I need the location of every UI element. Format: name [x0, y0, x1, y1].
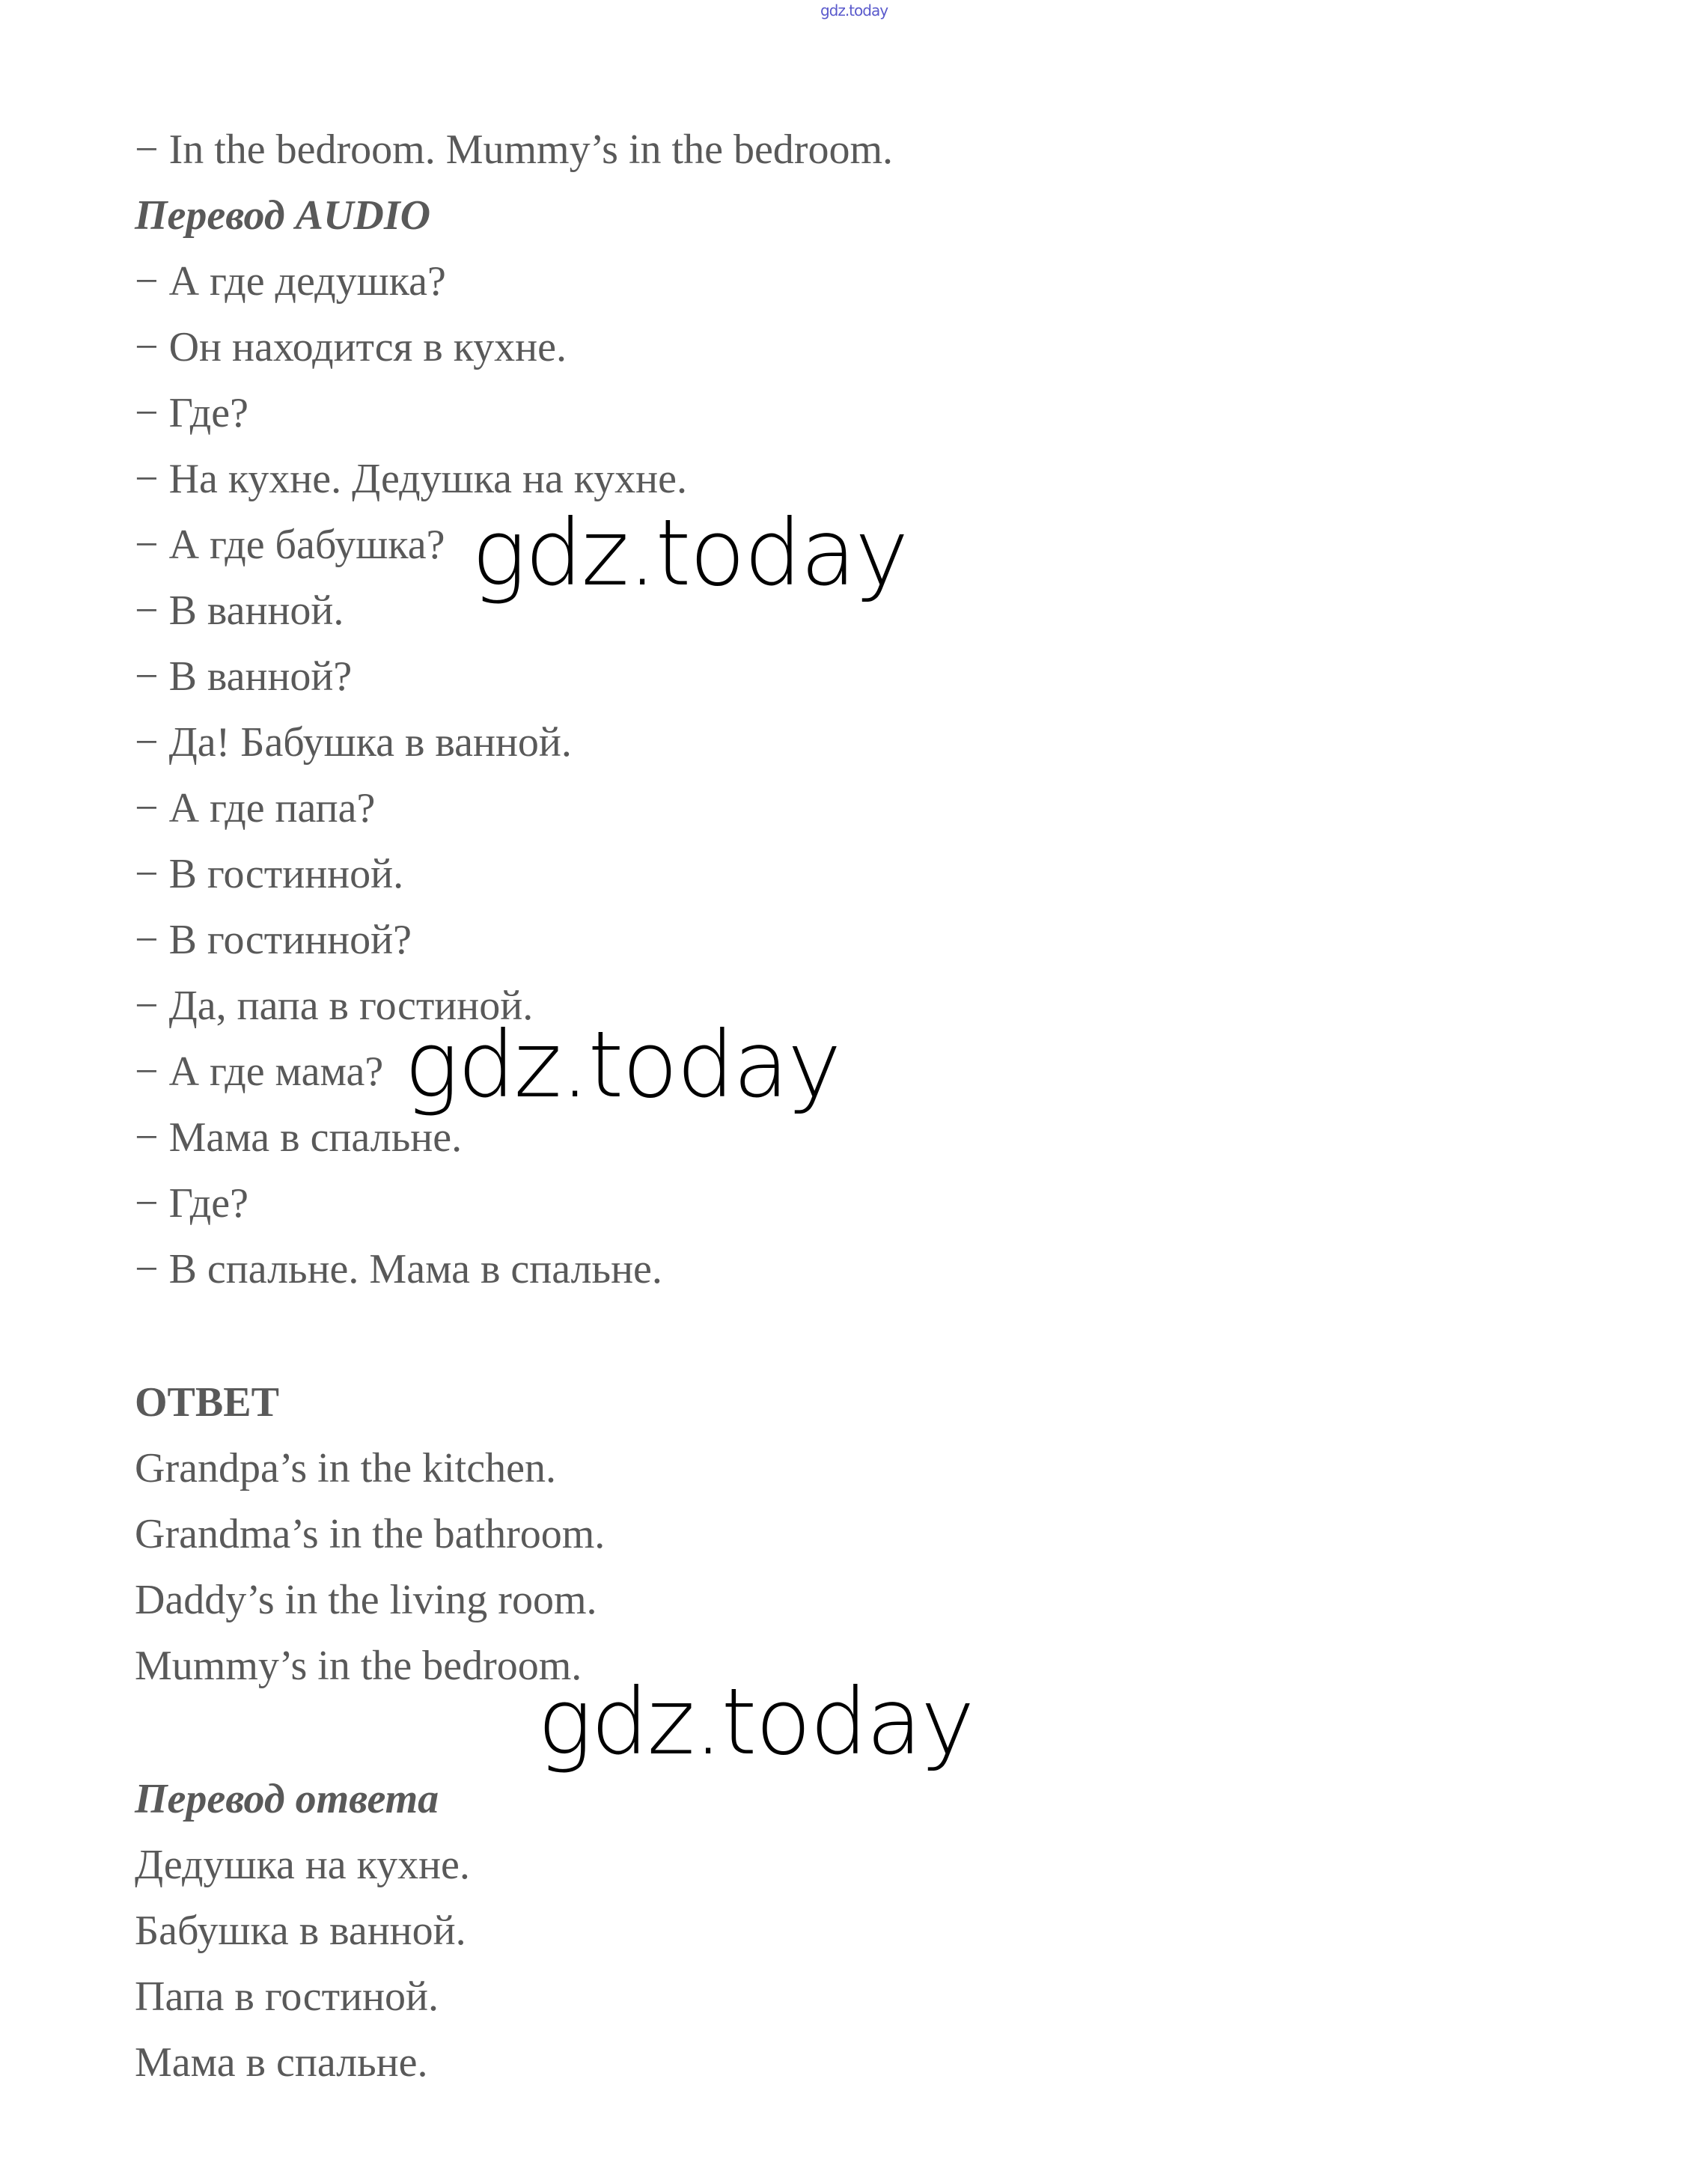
answer-line: Grandpa’s in the kitchen.	[135, 1445, 556, 1491]
translation-line: − А где мама?	[135, 1048, 384, 1095]
translation-line: − Мама в спальне.	[135, 1114, 463, 1161]
watermark-logo: gdz.today	[472, 500, 908, 606]
translation-line: − А где дедушка?	[135, 258, 446, 305]
translation-line: − Он находится в кухне.	[135, 324, 567, 370]
translation-line: − В гостинной.	[135, 851, 404, 897]
translation-line: − Да! Бабушка в ванной.	[135, 719, 572, 766]
translation-line: − Где?	[135, 1180, 248, 1227]
dialogue-last-line: − In the bedroom. Mummy’s in the bedroom.	[135, 126, 894, 173]
answer-translation-line: Мама в спальне.	[135, 2039, 428, 2086]
answer-translation-line: Бабушка в ванной.	[135, 1908, 466, 1954]
answer-line: Daddy’s in the living room.	[135, 1577, 597, 1623]
translation-line: − Где?	[135, 390, 248, 436]
translation-line: − А где бабушка?	[135, 522, 445, 568]
answer-translation-heading: Перевод ответа	[135, 1776, 439, 1822]
translation-line: − В ванной.	[135, 587, 344, 634]
answer-translation-line: Папа в гостиной.	[135, 1973, 439, 2020]
translation-line: − В спальне. Мама в спальне.	[135, 1246, 662, 1292]
answer-translation-line: Дедушка на кухне.	[135, 1842, 470, 1888]
top-watermark: gdz.today	[820, 1, 888, 19]
translation-line: − Да, папа в гостиной.	[135, 983, 534, 1029]
answer-line: Mummy’s in the bedroom.	[135, 1643, 582, 1689]
translation-line: − В гостинной?	[135, 917, 412, 963]
answer-heading: ОТВЕТ	[135, 1379, 279, 1426]
answer-line: Grandma’s in the bathroom.	[135, 1511, 606, 1557]
watermark-logo: gdz.today	[537, 1669, 974, 1775]
translation-line: − На кухне. Дедушка на кухне.	[135, 456, 688, 502]
watermark-logo: gdz.today	[404, 1012, 841, 1118]
translation-heading: Перевод AUDIO	[135, 192, 431, 239]
translation-line: − А где папа?	[135, 785, 376, 831]
translation-line: − В ванной?	[135, 653, 353, 700]
